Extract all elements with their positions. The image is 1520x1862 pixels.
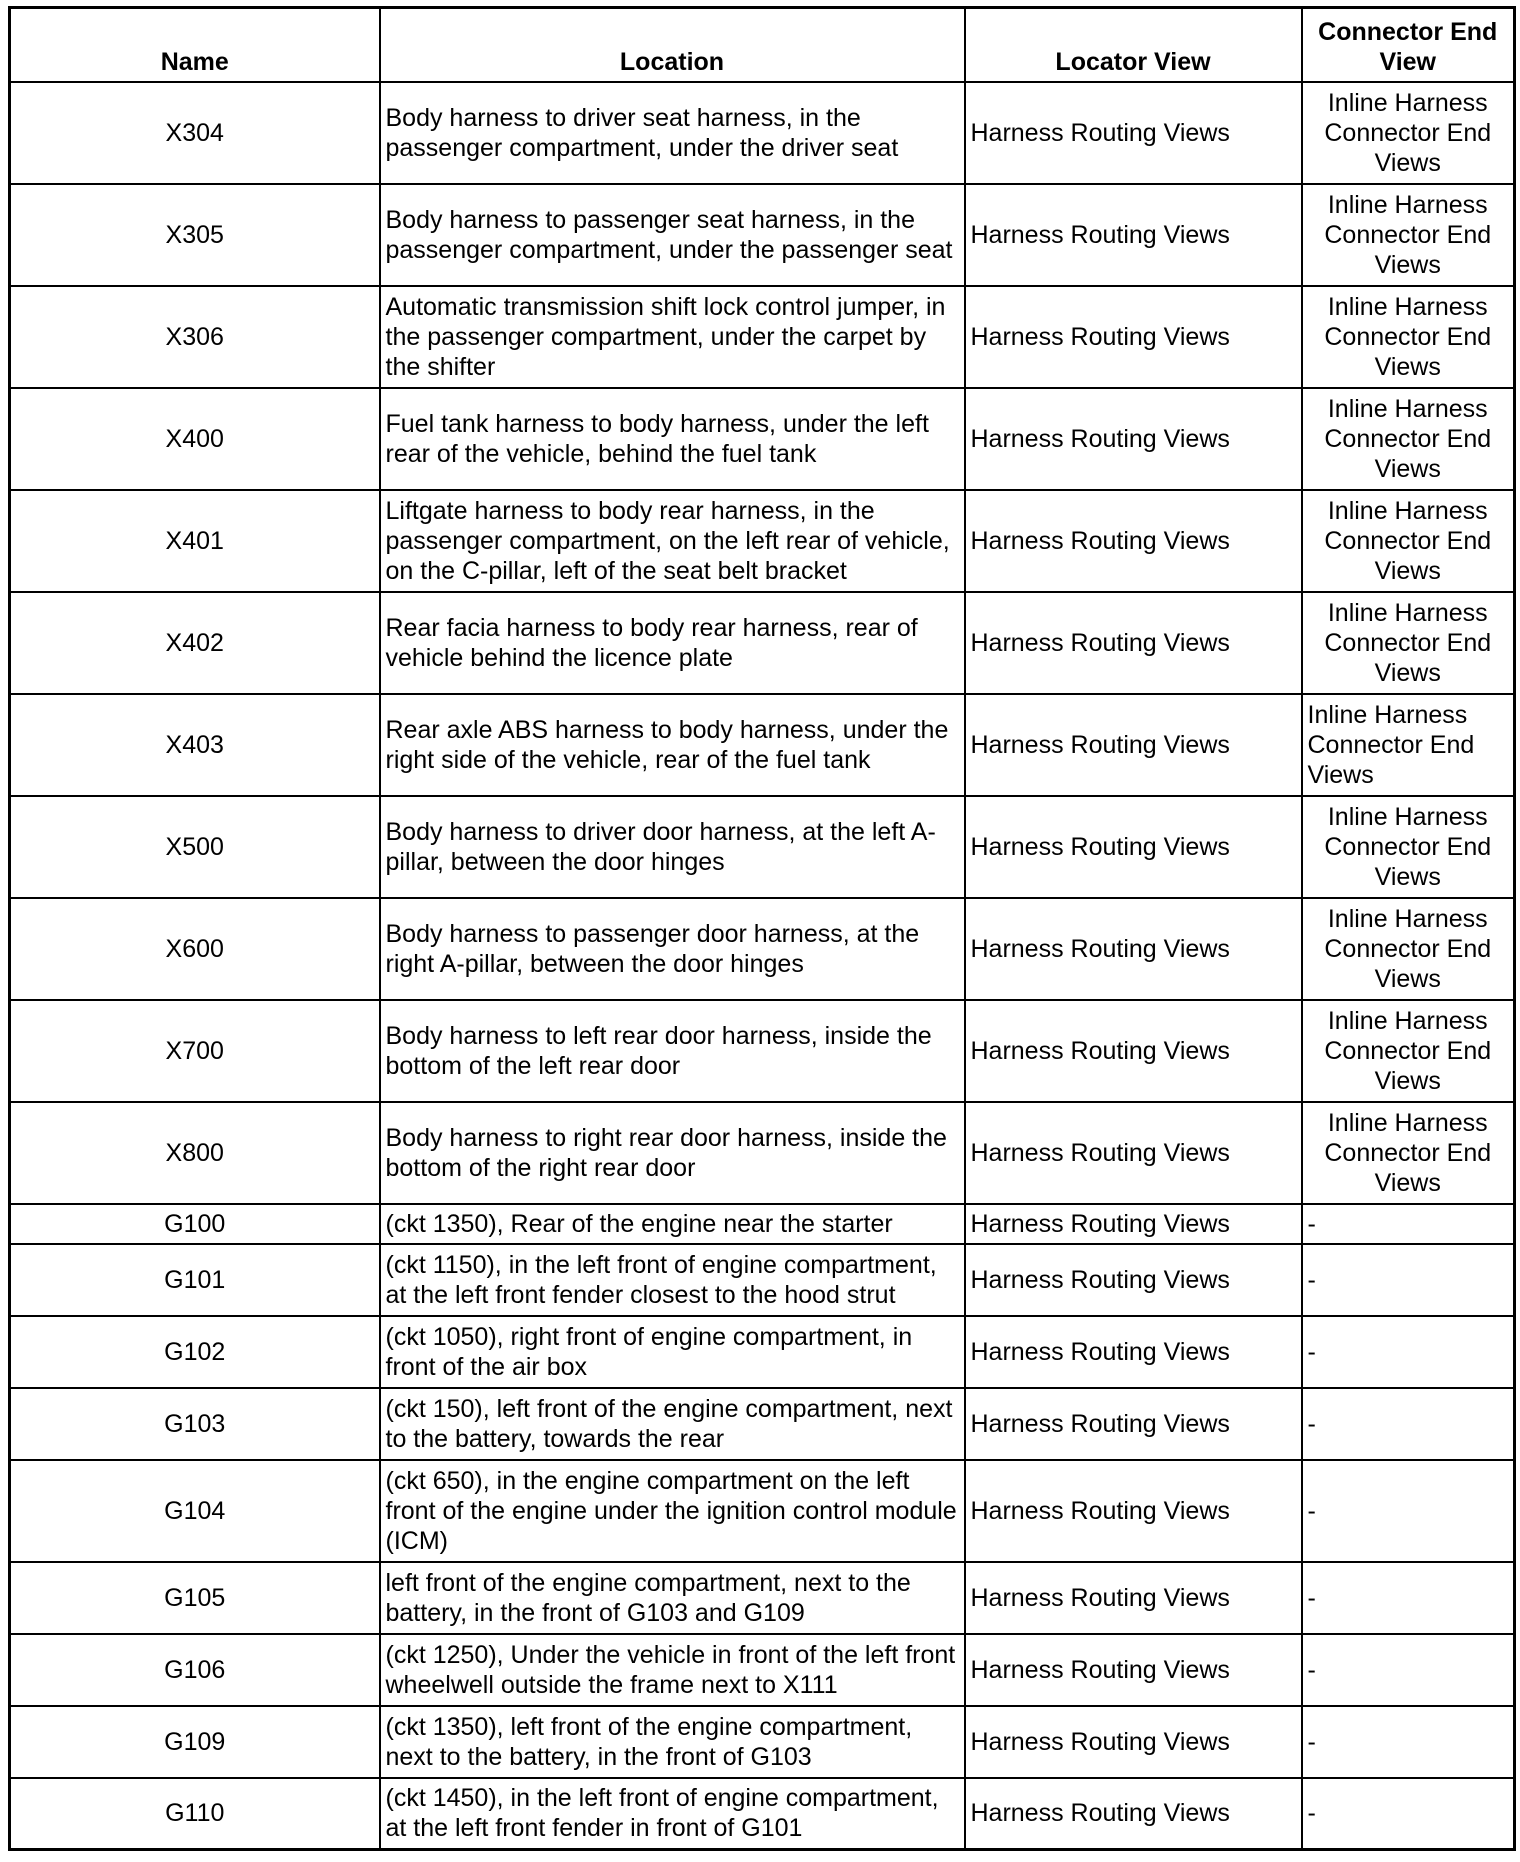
cell-name: G103 — [10, 1388, 380, 1460]
cell-locator-view: Harness Routing Views — [965, 898, 1302, 1000]
cell-location: Rear facia harness to body rear harness, rear of vehicle behind the licence plate — [380, 592, 965, 694]
table-row — [10, 694, 1515, 796]
cell-connector-end-view: - — [1302, 1388, 1515, 1460]
table-row — [10, 1706, 1515, 1778]
cell-locator-view: Harness Routing Views — [965, 1204, 1302, 1244]
cell-connector-end-view: Inline Harness Connector End Views — [1302, 1102, 1515, 1204]
cell-location: Body harness to right rear door harness, inside the bottom of the right rear door — [380, 1102, 965, 1204]
cell-name: G105 — [10, 1562, 380, 1634]
cell-location: (ckt 1050), right front of engine compartment, in front of the air box — [380, 1316, 965, 1388]
table-row — [10, 1388, 1515, 1460]
connector-table-sheet — [8, 6, 1516, 1851]
table-row — [10, 1000, 1515, 1102]
cell-connector-end-view: - — [1302, 1778, 1515, 1850]
header-connector-end-view: Connector End View — [1302, 8, 1515, 82]
cell-location: (ckt 1150), in the left front of engine compartment, at the left front fender closest to the hood strut — [380, 1244, 965, 1316]
cell-connector-end-view: Inline Harness Connector End Views — [1302, 898, 1515, 1000]
table-row — [10, 1102, 1515, 1204]
table-row — [10, 184, 1515, 286]
cell-name: X500 — [10, 796, 380, 898]
cell-locator-view: Harness Routing Views — [965, 490, 1302, 592]
cell-connector-end-view: - — [1302, 1634, 1515, 1706]
table-row — [10, 1204, 1515, 1244]
cell-location: (ckt 1350), Rear of the engine near the starter — [380, 1204, 965, 1244]
cell-locator-view: Harness Routing Views — [965, 592, 1302, 694]
cell-connector-end-view: Inline Harness Connector End Views — [1302, 592, 1515, 694]
cell-connector-end-view: Inline Harness Connector End Views — [1302, 1000, 1515, 1102]
cell-name: X700 — [10, 1000, 380, 1102]
cell-connector-end-view: Inline Harness Connector End Views — [1302, 490, 1515, 592]
cell-location: (ckt 150), left front of the engine compartment, next to the battery, towards the rear — [380, 1388, 965, 1460]
table-row — [10, 388, 1515, 490]
cell-name: G101 — [10, 1244, 380, 1316]
cell-locator-view: Harness Routing Views — [965, 1460, 1302, 1562]
cell-name: X600 — [10, 898, 380, 1000]
cell-name: X306 — [10, 286, 380, 388]
cell-location: Fuel tank harness to body harness, under the left rear of the vehicle, behind the fuel tank — [380, 388, 965, 490]
cell-locator-view: Harness Routing Views — [965, 388, 1302, 490]
cell-name: X305 — [10, 184, 380, 286]
table-row — [10, 286, 1515, 388]
cell-location: Body harness to left rear door harness, inside the bottom of the left rear door — [380, 1000, 965, 1102]
cell-location: (ckt 1450), in the left front of engine compartment, at the left front fender in front of G101 — [380, 1778, 965, 1850]
cell-name: G110 — [10, 1778, 380, 1850]
cell-location: Body harness to passenger door harness, at the right A-pillar, between the door hinges — [380, 898, 965, 1000]
cell-connector-end-view: - — [1302, 1460, 1515, 1562]
cell-location: Automatic transmission shift lock control jumper, in the passenger compartment, under the carpet by the shifter — [380, 286, 965, 388]
cell-location: Body harness to passenger seat harness, in the passenger compartment, under the passenger seat — [380, 184, 965, 286]
cell-locator-view: Harness Routing Views — [965, 1634, 1302, 1706]
cell-connector-end-view: Inline Harness Connector End Views — [1302, 286, 1515, 388]
cell-connector-end-view: Inline Harness Connector End Views — [1302, 388, 1515, 490]
table-row — [10, 1244, 1515, 1316]
cell-locator-view: Harness Routing Views — [965, 796, 1302, 898]
cell-connector-end-view: Inline Harness Connector End Views — [1302, 184, 1515, 286]
cell-name: X304 — [10, 82, 380, 184]
cell-locator-view: Harness Routing Views — [965, 286, 1302, 388]
cell-locator-view: Harness Routing Views — [965, 184, 1302, 286]
connector-locations-table — [8, 6, 1516, 1851]
cell-location: (ckt 1250), Under the vehicle in front of the left front wheelwell outside the frame next to X111 — [380, 1634, 965, 1706]
table-row — [10, 1778, 1515, 1850]
cell-location: Body harness to driver seat harness, in the passenger compartment, under the driver seat — [380, 82, 965, 184]
cell-name: G106 — [10, 1634, 380, 1706]
cell-location: Body harness to driver door harness, at the left A-pillar, between the door hinges — [380, 796, 965, 898]
cell-locator-view: Harness Routing Views — [965, 1388, 1302, 1460]
table-row — [10, 898, 1515, 1000]
cell-locator-view: Harness Routing Views — [965, 1706, 1302, 1778]
cell-locator-view: Harness Routing Views — [965, 1778, 1302, 1850]
cell-connector-end-view: Inline Harness Connector End Views — [1302, 694, 1515, 796]
cell-name: G104 — [10, 1460, 380, 1562]
cell-connector-end-view: Inline Harness Connector End Views — [1302, 796, 1515, 898]
cell-locator-view: Harness Routing Views — [965, 82, 1302, 184]
cell-location: Rear axle ABS harness to body harness, under the right side of the vehicle, rear of the fuel tank — [380, 694, 965, 796]
cell-name: G109 — [10, 1706, 380, 1778]
cell-name: G102 — [10, 1316, 380, 1388]
table-row — [10, 592, 1515, 694]
cell-location: left front of the engine compartment, next to the battery, in the front of G103 and G109 — [380, 1562, 965, 1634]
cell-location: (ckt 650), in the engine compartment on the left front of the engine under the ignition control module (ICM) — [380, 1460, 965, 1562]
cell-name: X403 — [10, 694, 380, 796]
cell-connector-end-view: - — [1302, 1706, 1515, 1778]
table-header-row — [10, 8, 1515, 82]
table-row — [10, 1460, 1515, 1562]
header-locator-view: Locator View — [965, 8, 1302, 82]
cell-locator-view: Harness Routing Views — [965, 1316, 1302, 1388]
cell-connector-end-view: - — [1302, 1562, 1515, 1634]
cell-locator-view: Harness Routing Views — [965, 1562, 1302, 1634]
table-row — [10, 490, 1515, 592]
cell-locator-view: Harness Routing Views — [965, 1102, 1302, 1204]
cell-connector-end-view: - — [1302, 1204, 1515, 1244]
table-row — [10, 82, 1515, 184]
cell-name: X800 — [10, 1102, 380, 1204]
cell-locator-view: Harness Routing Views — [965, 1000, 1302, 1102]
cell-name: G100 — [10, 1204, 380, 1244]
table-row — [10, 1316, 1515, 1388]
header-location: Location — [380, 8, 965, 82]
cell-name: X400 — [10, 388, 380, 490]
cell-locator-view: Harness Routing Views — [965, 1244, 1302, 1316]
cell-connector-end-view: Inline Harness Connector End Views — [1302, 82, 1515, 184]
cell-name: X402 — [10, 592, 380, 694]
table-row — [10, 1562, 1515, 1634]
cell-locator-view: Harness Routing Views — [965, 694, 1302, 796]
cell-location: (ckt 1350), left front of the engine compartment, next to the battery, in the front of G103 — [380, 1706, 965, 1778]
cell-location: Liftgate harness to body rear harness, in the passenger compartment, on the left rear of vehicle, on the C-pillar, left of the seat belt bracket — [380, 490, 965, 592]
cell-name: X401 — [10, 490, 380, 592]
header-name: Name — [10, 8, 380, 82]
table-row — [10, 796, 1515, 898]
table-row — [10, 1634, 1515, 1706]
cell-connector-end-view: - — [1302, 1316, 1515, 1388]
cell-connector-end-view: - — [1302, 1244, 1515, 1316]
